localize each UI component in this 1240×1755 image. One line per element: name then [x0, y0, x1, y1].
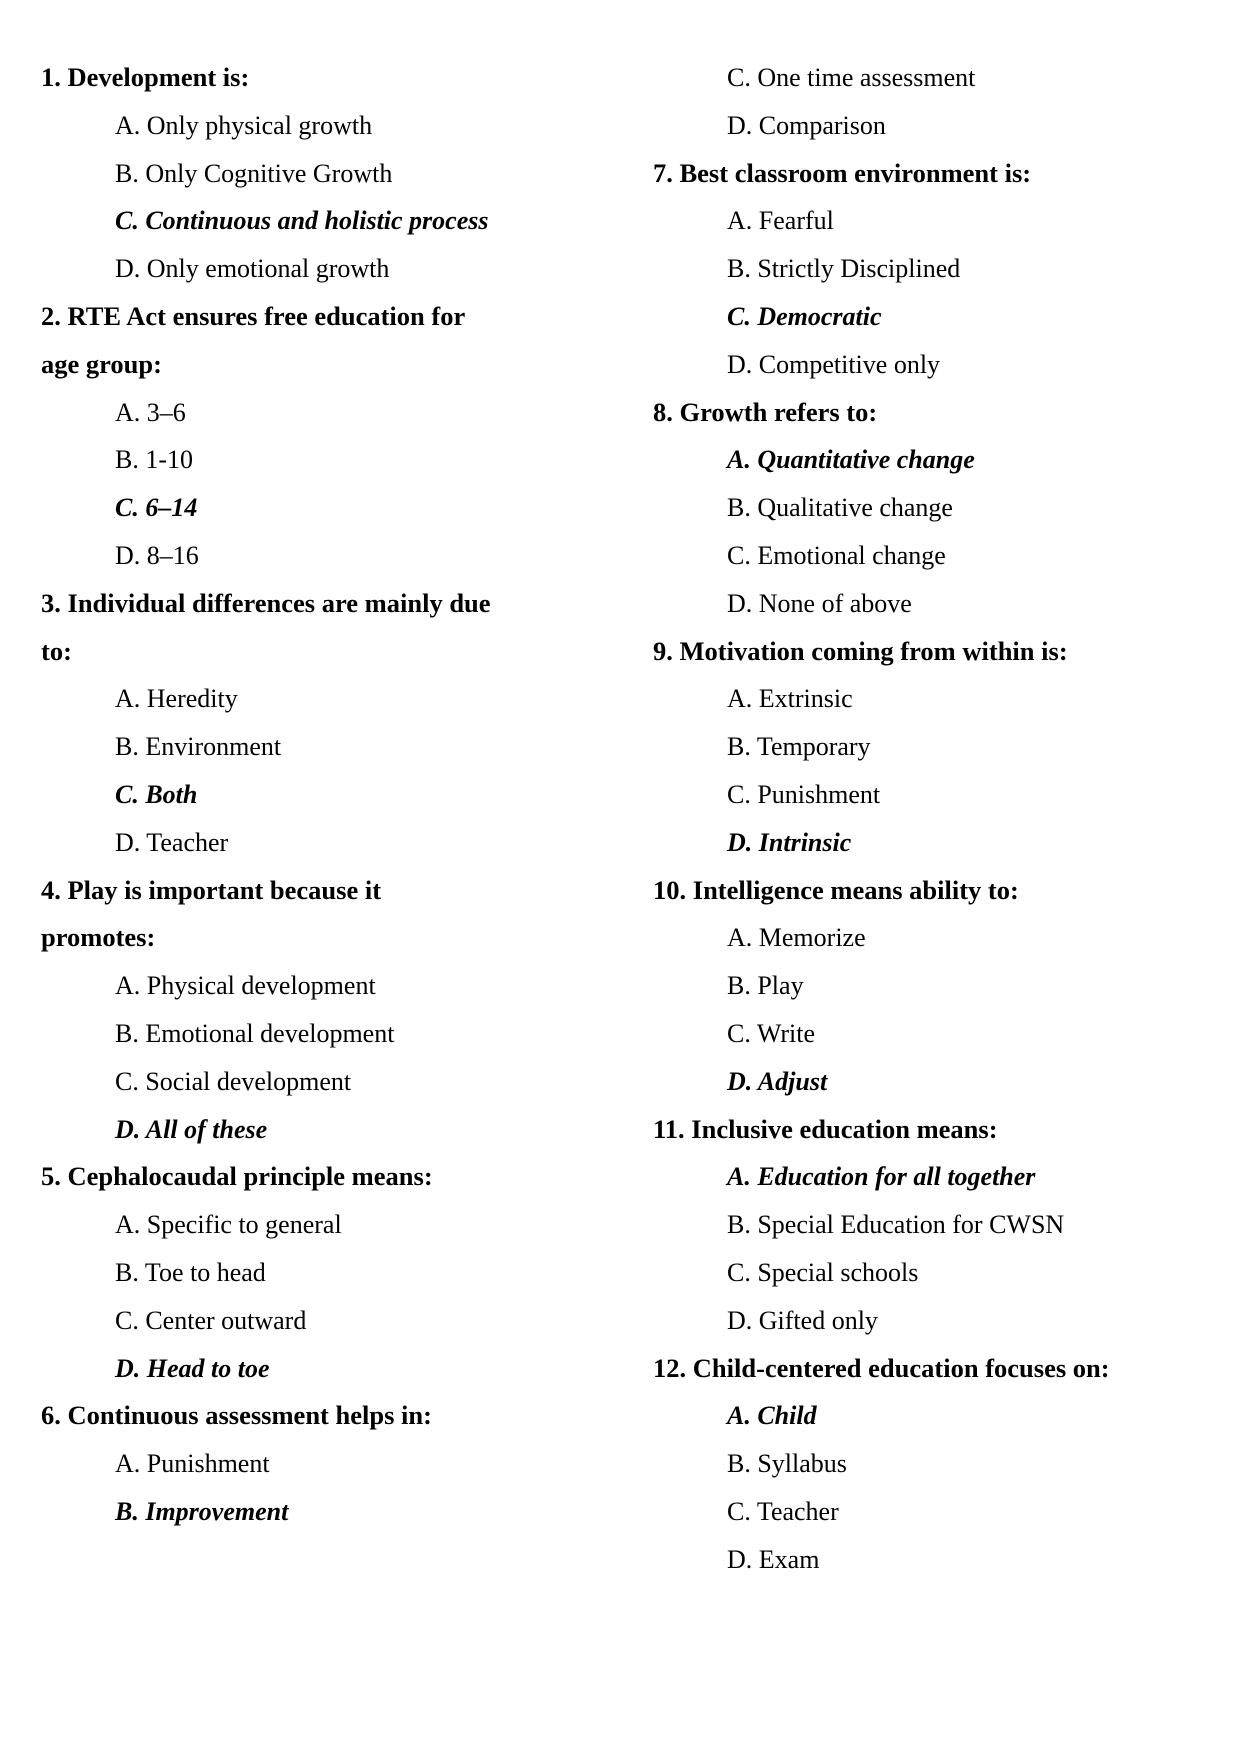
option: C. Social development — [115, 1066, 352, 1096]
option-correct: B. Improvement — [115, 1496, 289, 1526]
left-column — [41, 54, 601, 1536]
option: B. 1-10 — [115, 445, 193, 475]
option: A. Fearful — [727, 206, 834, 236]
option: D. 8–16 — [115, 540, 199, 570]
option: B. Only Cognitive Growth — [115, 158, 393, 188]
option: A. Extrinsic — [727, 684, 853, 714]
question-text: 6. Continuous assessment helps in: — [41, 1400, 432, 1431]
question-text: 10. Intelligence means ability to: — [653, 874, 1019, 905]
question-text: 11. Inclusive education means: — [653, 1113, 998, 1144]
option: C. Write — [727, 1018, 816, 1048]
option: A. Heredity — [115, 684, 238, 714]
option-correct: C. Both — [115, 779, 198, 809]
option: A. Physical development — [115, 971, 376, 1001]
question-text: 1. Development is: — [41, 62, 250, 92]
question-text: promotes: — [41, 922, 156, 953]
option-correct: D. All of these — [115, 1114, 268, 1144]
option: D. Teacher — [115, 827, 229, 857]
option: D. Gifted only — [727, 1305, 878, 1335]
option-correct: A. Quantitative change — [727, 445, 975, 475]
option-correct: C. Continuous and holistic process — [115, 206, 489, 236]
right-column — [653, 54, 1233, 1584]
option: A. Memorize — [727, 923, 866, 953]
option: C. Special schools — [727, 1257, 919, 1287]
option: D. None of above — [727, 588, 912, 618]
option-correct: C. Democratic — [727, 301, 882, 331]
option: D. Exam — [727, 1544, 820, 1574]
option-correct: A. Child — [727, 1401, 817, 1431]
question-text: 3. Individual differences are mainly due — [41, 587, 491, 618]
option-correct: D. Head to toe — [115, 1353, 270, 1383]
option: B. Syllabus — [727, 1449, 847, 1479]
question-text: 9. Motivation coming from within is: — [653, 635, 1068, 666]
option: B. Temporary — [727, 732, 871, 762]
question-text: 5. Cephalocaudal principle means: — [41, 1161, 433, 1192]
option-correct: A. Education for all together — [727, 1162, 1036, 1192]
option: A. Specific to general — [115, 1210, 342, 1240]
option: D. Competitive only — [727, 349, 941, 379]
option: D. Only emotional growth — [115, 254, 390, 284]
option: B. Environment — [115, 732, 282, 762]
option: D. Comparison — [727, 110, 886, 140]
option: C. Punishment — [727, 779, 881, 809]
option-correct: C. 6–14 — [115, 493, 198, 523]
question-text: 12. Child-centered education focuses on: — [653, 1352, 1110, 1383]
question-text: age group: — [41, 348, 162, 379]
option: B. Play — [727, 971, 804, 1001]
option: A. Only physical growth — [115, 110, 373, 140]
question-text: to: — [41, 635, 72, 666]
option: C. One time assessment — [727, 63, 976, 92]
question-text: 8. Growth refers to: — [653, 396, 878, 427]
question-text: 7. Best classroom environment is: — [653, 157, 1032, 188]
option: C. Emotional change — [727, 540, 946, 570]
option-correct: D. Adjust — [727, 1066, 828, 1096]
option: C. Teacher — [727, 1496, 839, 1526]
option: C. Center outward — [115, 1305, 307, 1335]
option: B. Toe to head — [115, 1257, 266, 1287]
question-text: 4. Play is important because it — [41, 874, 382, 905]
option: B. Emotional development — [115, 1018, 395, 1048]
option-correct: D. Intrinsic — [727, 827, 852, 857]
option: B. Qualitative change — [727, 493, 953, 523]
option: B. Special Education for CWSN — [727, 1210, 1065, 1240]
option: B. Strictly Disciplined — [727, 254, 961, 284]
option: A. 3–6 — [115, 397, 186, 427]
option: A. Punishment — [115, 1449, 270, 1479]
question-text: 2. RTE Act ensures free education for — [41, 300, 466, 331]
